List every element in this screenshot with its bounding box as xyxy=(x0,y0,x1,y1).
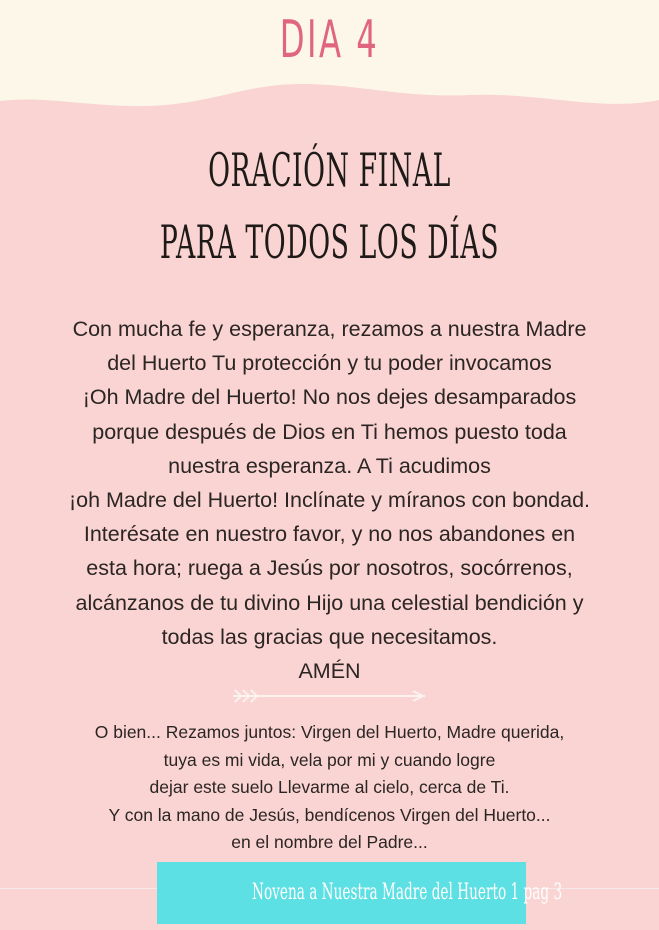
prayer-line: ¡oh Madre del Huerto! Inclínate y míranos con bondad. xyxy=(68,488,591,513)
prayer-line: todas las gracias que necesitamos. xyxy=(161,624,498,649)
alt-prayer-line: tuya es mi vida, vela por mi y cuando logre xyxy=(163,749,496,770)
footer-label-text: Novena a Nuestra Madre del Huerto 1 pag 3 xyxy=(252,880,563,905)
prayer-line: porque después de Dios en Ti hemos puesto toda xyxy=(92,419,567,444)
arrow-divider-icon xyxy=(229,686,429,706)
prayer-line: del Huerto Tu protección y tu poder invocamos xyxy=(107,351,552,376)
alt-prayer-line: dejar este suelo Llevarme al cielo, cerca de Ti. xyxy=(149,777,510,798)
alt-prayer-line: Y con la mano de Jesús, bendícenos Virgen del Huerto... xyxy=(108,804,551,825)
footer-page-label xyxy=(157,862,563,924)
alt-prayer-line: en el nombre del Padre... xyxy=(231,832,428,853)
prayer-heading-line-2: PARA TODOS LOS DÍAS xyxy=(159,215,500,269)
prayer-line: Con mucha fe y esperanza, rezamos a nuestra Madre xyxy=(72,317,587,341)
prayer-line: ¡Oh Madre del Huerto! No nos dejes desamparados xyxy=(82,385,577,410)
final-prayer-text xyxy=(20,312,639,688)
alternative-prayer-text xyxy=(20,719,639,857)
prayer-line: nuestra esperanza. A Ti acudimos xyxy=(168,453,491,478)
prayer-heading-line-1: ORACIÓN FINAL xyxy=(208,143,451,197)
prayer-line: esta hora; ruega a Jesús por nosotros, socórrenos, xyxy=(86,556,573,581)
prayer-line: Interésate en nuestro favor, y no nos abandones en xyxy=(83,522,576,547)
alt-prayer-line: O bien... Rezamos juntos: Virgen del Huerto, Madre querida, xyxy=(94,722,565,742)
day-title: DIA 4 xyxy=(279,10,380,70)
prayer-line: alcánzanos de tu divino Hijo una celestial bendición y xyxy=(75,590,584,615)
prayer-amen: AMÉN xyxy=(298,659,361,684)
